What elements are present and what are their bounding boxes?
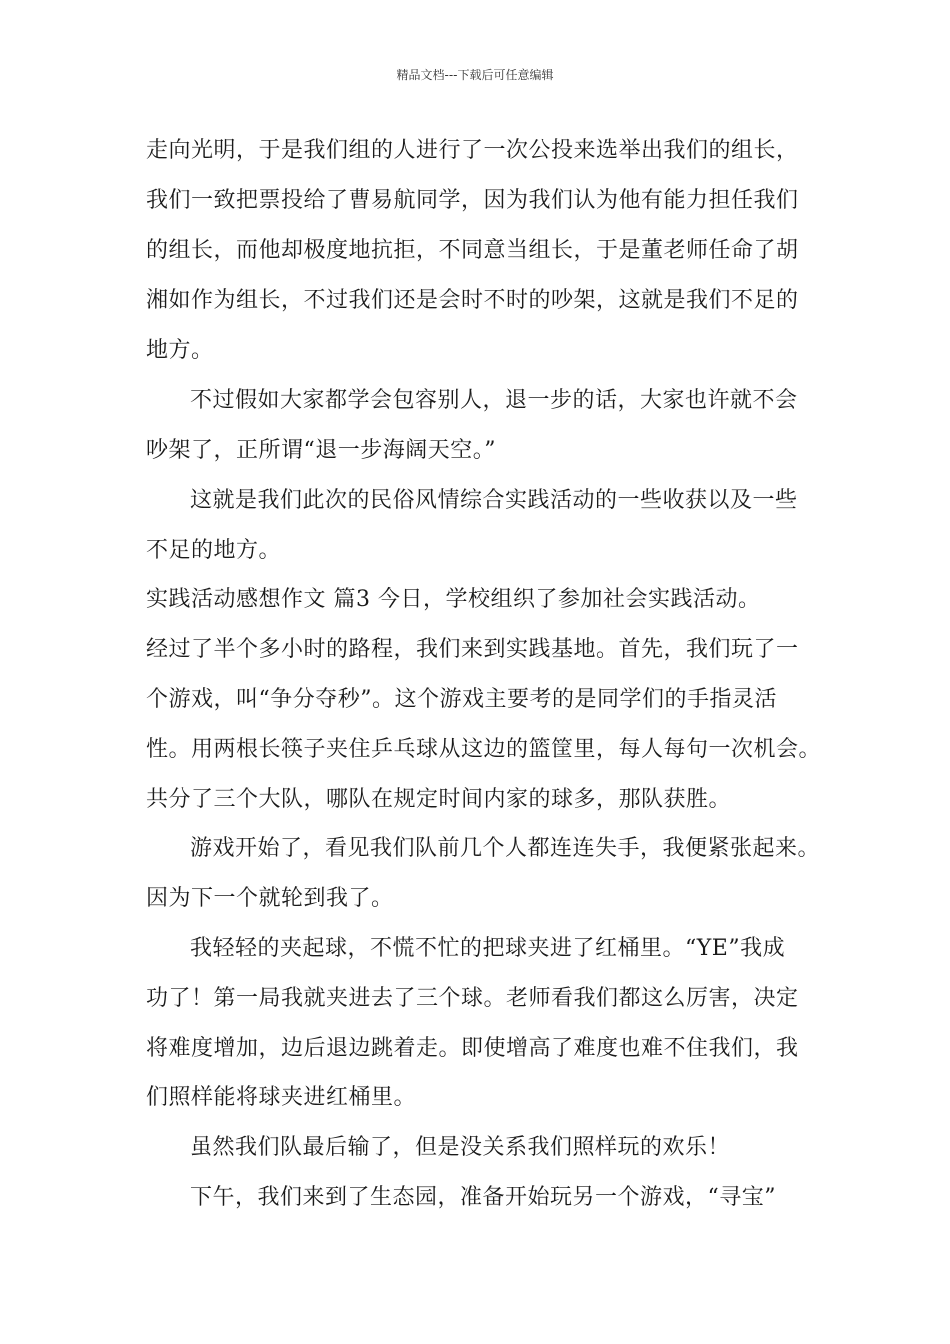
text-line: 个游戏，叫“争分夺秒”。这个游戏主要考的是同学们的手指灵活 — [146, 687, 777, 712]
text-line: 性。用两根长筷子夹住乒乓球从这边的篮筐里，每人每句一次机会。 — [146, 737, 822, 762]
text-line: 共分了三个大队，哪队在规定时间内家的球多，那队获胜。 — [146, 787, 732, 812]
text-line: 将难度增加，边后退边跳着走。即使增高了难度也难不住我们，我 — [146, 1036, 799, 1061]
text-line: 我们一致把票投给了曹易航同学，因为我们认为他有能力担任我们 — [146, 188, 799, 213]
page-header: 精品文档---下载后可任意编辑 — [396, 68, 554, 82]
text-line: 功了！第一局我就夹进去了三个球。老师看我们都这么厉害，决定 — [146, 986, 799, 1011]
text-line: 经过了半个多小时的路程，我们来到实践基地。首先，我们玩了一 — [146, 637, 799, 662]
text-line: 游戏开始了，看见我们队前几个人都连连失手，我便紧张起来。 — [190, 836, 821, 861]
text-line: 这就是我们此次的民俗风情综合实践活动的一些收获以及一些 — [190, 488, 798, 513]
text-line: 因为下一个就轮到我了。 — [146, 886, 394, 911]
text-line: 走向光明，于是我们组的人进行了一次公投来选举出我们的组长， — [146, 138, 799, 163]
text-line: 地方。 — [146, 338, 214, 363]
text-line: 吵架了，正所谓“退一步海阔天空。” — [146, 438, 496, 463]
text-line: 我轻轻的夹起球，不慌不忙的把球夹进了红桶里。“YE”我成 — [190, 936, 786, 961]
text-line: 的组长，而他却极度地抗拒，不同意当组长，于是董老师任命了胡 — [146, 238, 799, 263]
section-heading-line: 实践活动感想作文 篇3 今日，学校组织了参加社会实践活动。 — [146, 587, 761, 612]
text-line: 们照样能将球夹进红桶里。 — [146, 1085, 417, 1110]
text-line: 不足的地方。 — [146, 538, 282, 563]
text-line: 湘如作为组长，不过我们还是会时不时的吵架，这就是我们不足的 — [146, 288, 799, 313]
text-line: 虽然我们队最后输了，但是没关系我们照样玩的欢乐！ — [190, 1135, 731, 1160]
text-line: 不过假如大家都学会包容别人，退一步的话，大家也许就不会 — [190, 388, 798, 413]
text-line: 下午，我们来到了生态园，准备开始玩另一个游戏，“寻宝” — [190, 1185, 776, 1210]
